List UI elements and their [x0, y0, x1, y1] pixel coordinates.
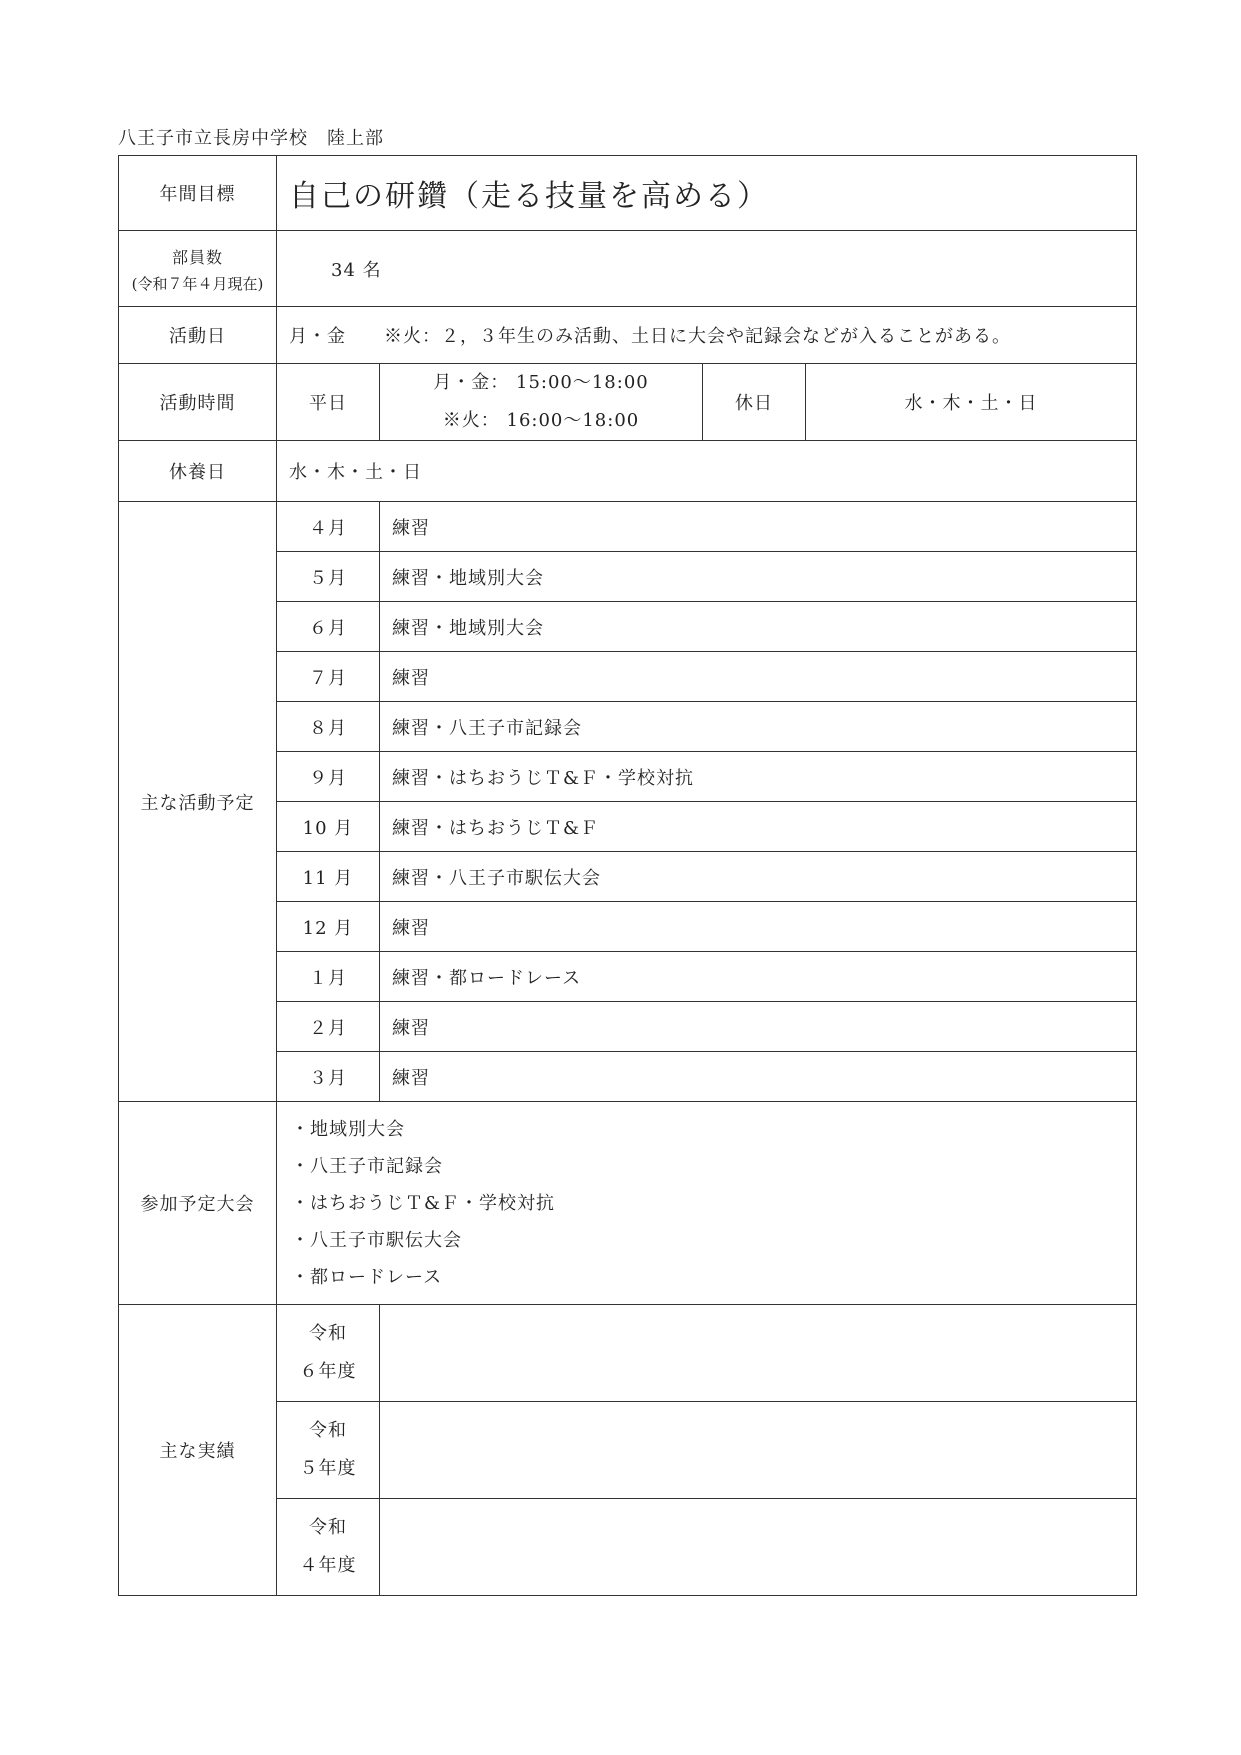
competition-item: ・はちおうじＴ&Ｆ・学校対抗: [291, 1192, 556, 1214]
schedule-activity: 練習・都ロードレース: [380, 952, 1137, 1002]
members-row: [119, 231, 1137, 307]
achievement-year-number: ６年度: [299, 1361, 357, 1382]
schedule-activity: 練習・はちおうじＴ&Ｆ・学校対抗: [380, 752, 1137, 802]
competition-item: ・八王子市記録会: [291, 1155, 443, 1177]
achievement-year: [277, 1305, 380, 1402]
schedule-month: ７月: [277, 652, 380, 702]
schedule-activity: 練習・八王子市記録会: [380, 702, 1137, 752]
schedule-month: ５月: [277, 552, 380, 602]
competition-item: ・地域別大会: [291, 1118, 405, 1140]
document-header: 八王子市立長房中学校 陸上部: [118, 128, 384, 149]
achievement-value: [380, 1499, 1137, 1596]
schedule-activity: 練習: [380, 902, 1137, 952]
achievement-year-era: 令和: [309, 1323, 347, 1344]
weekday-label: 平日: [277, 364, 380, 441]
schedule-activity: 練習・八王子市駅伝大会: [380, 852, 1137, 902]
achievement-year: [277, 1402, 380, 1499]
schedule-month: ８月: [277, 702, 380, 752]
achievement-value: [380, 1402, 1137, 1499]
schedule-activity: 練習・地域別大会: [380, 552, 1137, 602]
activity-days-value: 月・金 ※火：２，３年生のみ活動、土日に大会や記録会などが入ることがある。: [277, 307, 1137, 364]
schedule-activity: 練習: [380, 502, 1137, 552]
schedule-activity: 練習: [380, 1002, 1137, 1052]
achievement-value: [380, 1305, 1137, 1402]
achievements-label: 主な実績: [119, 1305, 277, 1596]
club-info-table: [118, 155, 1137, 1596]
members-label-cell: [119, 231, 277, 307]
rest-days-row: [119, 441, 1137, 502]
schedule-month: ２月: [277, 1002, 380, 1052]
holiday-value: 水・木・土・日: [806, 364, 1137, 441]
schedule-month: 12 月: [277, 902, 380, 952]
schedule-month: ９月: [277, 752, 380, 802]
rest-days-label: 休養日: [119, 441, 277, 502]
holiday-label: 休日: [703, 364, 806, 441]
activity-days-label: 活動日: [119, 307, 277, 364]
goal-label: 年間目標: [119, 156, 277, 231]
members-value: 34 名: [277, 231, 1137, 307]
weekday-time-line-2: ※火： 16:00～18:00: [442, 410, 640, 431]
schedule-label: 主な活動予定: [119, 502, 277, 1102]
achievement-year-era: 令和: [309, 1517, 347, 1538]
activity-time-row: [119, 364, 1137, 441]
competition-item: ・都ロードレース: [291, 1266, 443, 1288]
competitions-row: [119, 1102, 1137, 1305]
weekday-time-line-1: 月・金： 15:00～18:00: [433, 372, 649, 393]
schedule-month: ４月: [277, 502, 380, 552]
goal-value: 自己の研鑽（走る技量を高める）: [277, 156, 1137, 231]
competition-item: ・八王子市駅伝大会: [291, 1229, 462, 1251]
goal-row: [119, 156, 1137, 231]
achievement-year-number: ４年度: [299, 1555, 357, 1576]
schedule-activity: 練習: [380, 652, 1137, 702]
schedule-month: ６月: [277, 602, 380, 652]
schedule-activity: 練習・地域別大会: [380, 602, 1137, 652]
achievement-year-era: 令和: [309, 1420, 347, 1441]
schedule-activity: 練習: [380, 1052, 1137, 1102]
members-sublabel: (令和７年４月現在): [131, 275, 264, 293]
schedule-month: ３月: [277, 1052, 380, 1102]
schedule-row: [119, 502, 1137, 552]
activity-days-row: [119, 307, 1137, 364]
schedule-activity: 練習・はちおうじＴ&Ｆ: [380, 802, 1137, 852]
members-label: 部員数: [171, 248, 223, 267]
achievement-row: [119, 1305, 1137, 1402]
achievement-year-number: ５年度: [299, 1458, 357, 1479]
competitions-label: 参加予定大会: [119, 1102, 277, 1305]
schedule-month: 11 月: [277, 852, 380, 902]
rest-days-value: 水・木・土・日: [277, 441, 1137, 502]
competitions-list: [277, 1102, 1137, 1305]
weekday-times: [380, 364, 703, 441]
achievement-year: [277, 1499, 380, 1596]
activity-time-label: 活動時間: [119, 364, 277, 441]
schedule-month: １月: [277, 952, 380, 1002]
schedule-month: 10 月: [277, 802, 380, 852]
